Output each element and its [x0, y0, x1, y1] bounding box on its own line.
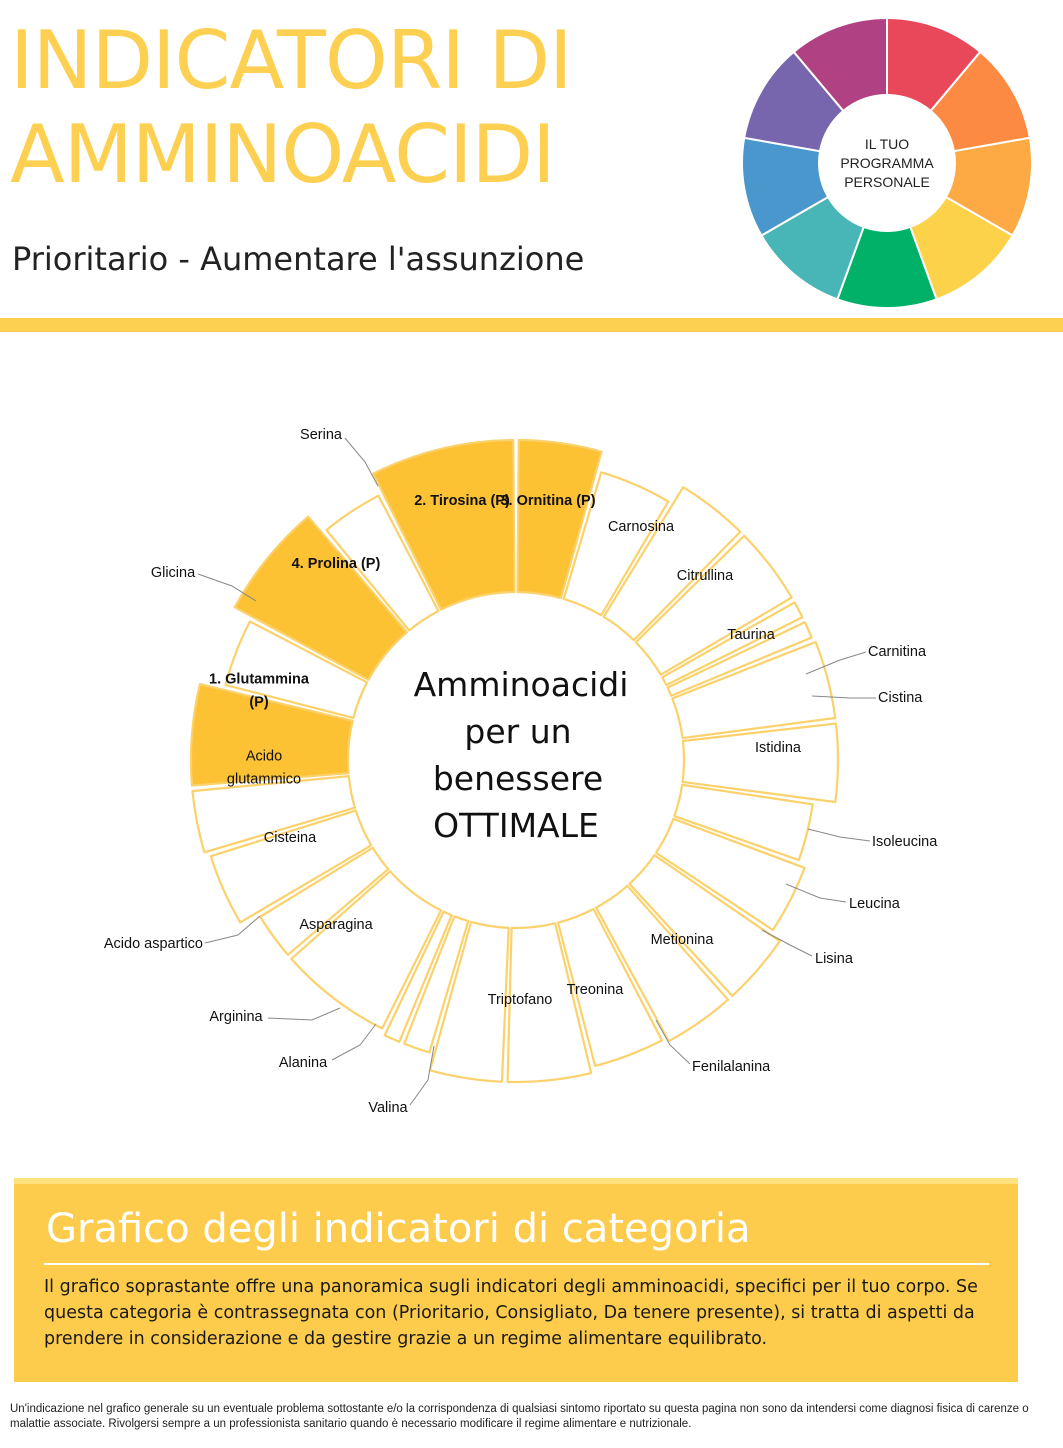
leader-serina	[345, 438, 378, 486]
wheel-center-line-3: PERSONALE	[844, 174, 930, 190]
center-title-line-3: benessere	[432, 759, 604, 798]
label-asparagina: Asparagina	[299, 917, 373, 933]
label-cistina: Cistina	[878, 690, 923, 706]
label-taurina: Taurina	[727, 627, 775, 643]
page-title-line-2: AMMINOACIDI	[10, 108, 555, 201]
label-glutammina-2: (P)	[249, 694, 269, 711]
chart-center-title	[414, 665, 629, 845]
leader-isoleucina	[808, 829, 870, 841]
label-metionina: Metionina	[650, 932, 714, 948]
info-text: Il grafico soprastante offre una panoramica sugli indicatori degli amminoacidi, specifici per il tuo corpo. Se questa categoria è contrassegnata con (Prioritario, Consigliato, Da tenere presente), si tratta di aspetti da prendere in considerazione e da gestire grazie a un regime alimentare equilibrato.	[44, 1277, 978, 1349]
center-title-line-2: per un	[464, 712, 572, 751]
page-subtitle: Prioritario - Aumentare l'assunzione	[12, 240, 585, 278]
leader-valina	[410, 1046, 434, 1105]
label-prolina: 4. Prolina (P)	[291, 556, 381, 572]
category-info-box	[14, 1178, 1018, 1382]
label-fenilalanina: Fenilalanina	[692, 1059, 771, 1075]
page-title	[10, 14, 572, 202]
label-tirosina: 2. Tirosina (P)	[414, 493, 510, 509]
label-citrullina: Citrullina	[676, 568, 734, 584]
label-istidina: Istidina	[755, 740, 801, 756]
label-glutammina-1: 1. Glutammina	[209, 671, 309, 688]
leader-arginina	[268, 1008, 340, 1020]
label-arginina: Arginina	[209, 1009, 263, 1025]
label-acido-glutammico-1: Acido	[245, 748, 283, 765]
info-title: Grafico degli indicatori di categoria	[46, 1206, 751, 1252]
label-carnosina: Carnosina	[607, 519, 675, 535]
program-wheel-logo	[740, 16, 1034, 310]
label-alanina: Alanina	[278, 1055, 328, 1071]
amino-acid-chart	[0, 360, 1063, 1150]
label-acido-aspartico: Acido aspartico	[103, 936, 203, 952]
info-divider	[44, 1263, 989, 1265]
label-triptofano: Triptofano	[487, 992, 553, 1008]
label-ornitina: 3. Ornitina (P)	[500, 493, 596, 509]
wheel-center-line-2: PROGRAMMA	[840, 155, 934, 171]
center-title-line-1: Amminoacidi	[413, 665, 629, 704]
label-cisteina: Cisteina	[263, 830, 317, 846]
label-isoleucina: Isoleucina	[872, 834, 938, 850]
label-treonina: Treonina	[566, 982, 624, 998]
wheel-center-line-1: IL TUO	[864, 136, 910, 152]
header-divider	[0, 318, 1063, 332]
label-leucina: Leucina	[849, 896, 900, 912]
label-carnitina: Carnitina	[868, 644, 927, 660]
center-title-line-4: OTTIMALE	[433, 806, 599, 845]
leader-acido-aspartico	[205, 916, 260, 943]
page-title-line-1: INDICATORI DI	[10, 14, 572, 107]
label-glicina: Glicina	[150, 565, 196, 581]
label-lisina: Lisina	[815, 951, 853, 967]
disclaimer: Un'indicazione nel grafico generale su un eventuale problema sottostante e/o la corrispondenza di qualsiasi sintomo riportato su questa pagina non sono da intendersi come diagnosi fisica di carenze o malattie associate. Rivolgersi sempre a un professionista sanitario quando è necessario modificare il regime alimentare e nutrizionale.	[10, 1403, 1029, 1430]
label-serina: Serina	[300, 427, 342, 443]
label-acido-glutammico-2: glutammico	[226, 771, 302, 788]
label-valina: Valina	[368, 1100, 408, 1116]
leader-alanina	[332, 1024, 376, 1060]
